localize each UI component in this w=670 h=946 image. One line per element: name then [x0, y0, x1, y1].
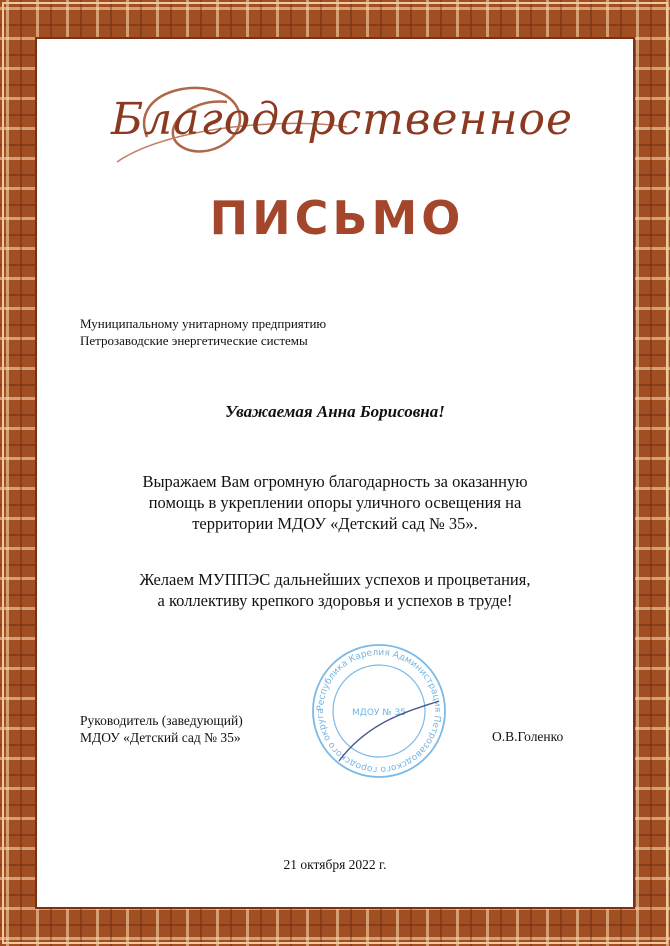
greeting: Уважаемая Анна Борисовна! — [225, 402, 445, 421]
gratitude-paragraph — [37, 471, 633, 534]
title-main-line: ПИСЬМО — [209, 191, 465, 245]
signer-position-line-1: Руководитель (заведующий) — [80, 713, 243, 728]
letter-body — [37, 39, 633, 907]
recipient-line-2: Петрозаводские энергетические системы — [80, 333, 308, 348]
recipient-line-1: Муниципальному унитарному предприятию — [80, 316, 327, 331]
stamp-ring-text: Республика Карелия Администрация Петрозаводского городского округа — [315, 647, 443, 775]
title-script-line: Благодарственное — [110, 94, 574, 145]
signer-position — [80, 712, 243, 746]
stamp-center-text: МДОУ № 35 — [352, 708, 406, 718]
official-stamp-icon — [309, 641, 449, 781]
recipient-block — [80, 315, 326, 349]
signer-name: О.В.Голенко — [492, 729, 564, 744]
letter-date: 21 октября 2022 г. — [283, 857, 387, 872]
wishes-paragraph — [37, 569, 633, 611]
paragraph-line: Выражаем Вам огромную благодарность за оказанную — [142, 472, 528, 491]
paragraph-line: помощь в укреплении опоры уличного освещения на — [148, 493, 522, 512]
signer-position-line-2: МДОУ «Детский сад № 35» — [80, 730, 241, 745]
paragraph-line: а коллективу крепкого здоровья и успехов в труде! — [157, 591, 513, 610]
paragraph-line: территории МДОУ «Детский сад № 35». — [192, 514, 478, 533]
paragraph-line: Желаем МУППЭС дальнейших успехов и процветания, — [139, 570, 531, 589]
